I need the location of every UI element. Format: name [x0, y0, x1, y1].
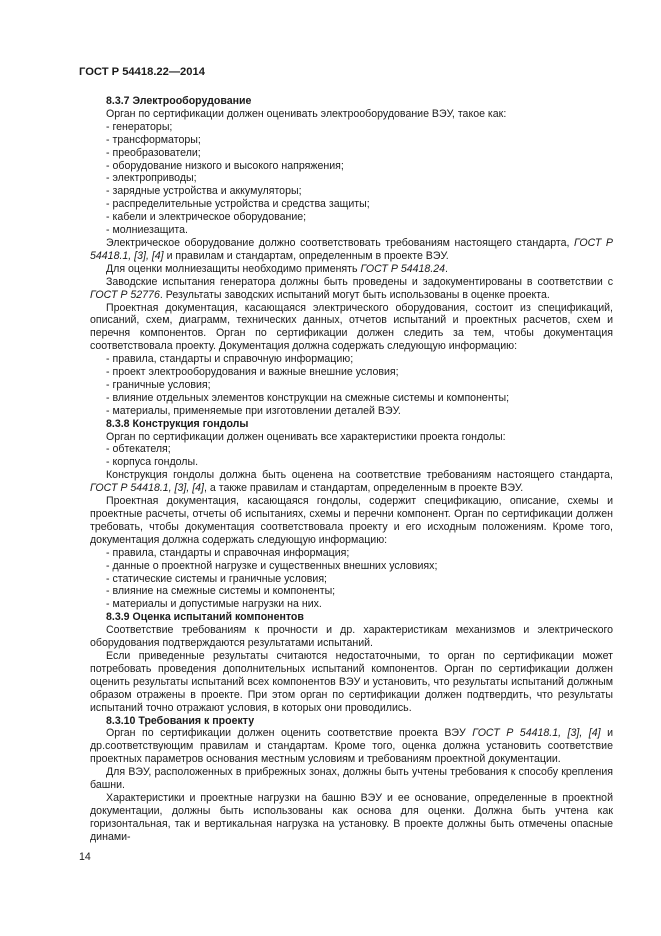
standard-reference: ГОСТ Р 54418.1, [3], [4]: [90, 482, 204, 495]
standard-reference: ГОСТ Р 54418.1, [3], [4]: [472, 727, 601, 740]
paragraph: Заводские испытания генератора должны быть проведены и задокументированы в соответствии с ГОСТ Р 52776. Результаты заводских испытаний могут быть использованы в оценке проекта.: [90, 275, 613, 301]
list-item: - правила, стандарты и справочную информацию;: [90, 353, 613, 366]
section-heading: 8.3.9 Оценка испытаний компонентов: [106, 611, 304, 624]
list-item: - влияние отдельных элементов конструкции на смежные системы и компоненты;: [90, 392, 613, 405]
paragraph: Электрическое оборудование должно соответствовать требованиям настоящего стандарта, ГОСТ Р 54418.1, [3], [4] и правилам и стандартам, определенным в проекте ВЭУ.: [90, 236, 613, 262]
list-item: - материалы, применяемые при изготовлении деталей ВЭУ.: [90, 405, 613, 418]
list-item: - преобразователи;: [90, 147, 613, 160]
section-heading: 8.3.10 Требования к проекту: [106, 714, 255, 727]
list-item: - генераторы;: [90, 121, 613, 134]
paragraph: Характеристики и проектные нагрузки на башню ВЭУ и ее основание, определенные в проектной документации, должны быть использованы как основа для оценки. Должна быть учтена как горизонтальная, так и вертикальная нагрузка на установку. В проекте должны быть отмечены опасные динами-: [90, 791, 613, 843]
list-item: - зарядные устройства и аккумуляторы;: [90, 185, 613, 198]
list-item: - материалы и допустимые нагрузки на них.: [90, 598, 613, 611]
list-item: - граничные условия;: [90, 379, 613, 392]
list-item: - правила, стандарты и справочная информация;: [90, 547, 613, 560]
page-number: 14: [79, 851, 91, 863]
list-item: - влияние на смежные системы и компоненты;: [90, 585, 613, 598]
list-item: - корпуса гондолы.: [90, 456, 613, 469]
paragraph: Проектная документация, касающаяся электрического оборудования, состоит из спецификаций, описаний, схем, диаграмм, технических данных, отчетов испытаний и проектных расчетов, схем и перечня компонентов. Орган по сертификации должен следить за тем, чтобы документация соответствовала проекту. Документация должна содержать следующую информацию:: [90, 301, 613, 353]
paragraph: Если приведенные результаты считаются недостаточными, то орган по сертификации может потребовать проведения дополнительных испытаний компонентов. Орган по сертификации должен оценить результаты испытаний всех компонентов ВЭУ и установить, что результаты испытаний должным образом отражены в проекте. При этом орган по сертификации должен подтвердить, что результаты испытаний точно отражают условия, в которых они проводились.: [90, 649, 613, 714]
paragraph: Конструкция гондолы должна быть оценена на соответствие требованиям настоящего стандарта, ГОСТ Р 54418.1, [3], [4], а также правилам и стандартам, определенным в проекте ВЭУ.: [90, 469, 613, 495]
list-item: - молниезащита.: [90, 224, 613, 237]
paragraph: Соответствие требованиям к прочности и др. характеристикам механизмов и электрического оборудования подтверждаются результатами испытаний.: [90, 624, 613, 650]
paragraph: Для оценки молниезащиты необходимо применять ГОСТ Р 54418.24.: [106, 262, 448, 275]
list-item: - оборудование низкого и высокого напряжения;: [90, 160, 613, 173]
list-item: - данные о проектной нагрузке и существенных внешних условиях;: [90, 560, 613, 573]
paragraph: Орган по сертификации должен оценивать все характеристики проекта гондолы:: [106, 430, 506, 443]
list-item: - кабели и электрическое оборудование;: [90, 211, 613, 224]
page-content: [90, 95, 613, 844]
list-item: - электроприводы;: [90, 172, 613, 185]
standard-reference: ГОСТ Р 54418.1, [3], [4]: [90, 236, 613, 262]
standard-reference: ГОСТ Р 52776: [90, 288, 160, 301]
paragraph: Орган по сертификации должен оценивать электрооборудование ВЭУ, такое как:: [106, 107, 507, 120]
list-item: - статические системы и граничные условия;: [90, 573, 613, 586]
list-item: - проект электрооборудования и важные внешние условия;: [90, 366, 613, 379]
section-heading: 8.3.7 Электрооборудование: [106, 95, 252, 107]
standard-reference: ГОСТ Р 54418.24: [360, 262, 446, 275]
paragraph: Орган по сертификации должен оценить соответствие проекта ВЭУ ГОСТ Р 54418.1, [3], [4] и др.соответствующим правилам и стандартам. Кроме того, оценка должна установить соответствие проектных параметров основания местным условиям и требованиям проектной документации.: [90, 727, 613, 766]
list-item: - обтекателя;: [90, 443, 613, 456]
list-item: - трансформаторы;: [90, 134, 613, 147]
document-header: ГОСТ Р 54418.22—2014: [79, 66, 205, 78]
paragraph: Для ВЭУ, расположенных в прибрежных зонах, должны быть учтены требования к способу крепления башни.: [90, 766, 613, 792]
paragraph: Проектная документация, касающаяся гондолы, содержит спецификацию, описание, схемы и проектные расчеты, отчеты об испытаниях, схемы и перечни компонент. Орган по сертификации должен требовать, чтобы документация соответствовала проекту и его исходным положениям. Кроме того, документация должна содержать следующую информацию:: [90, 495, 613, 546]
list-item: - распределительные устройства и средства защиты;: [90, 198, 613, 211]
section-heading: 8.3.8 Конструкция гондолы: [106, 417, 249, 430]
